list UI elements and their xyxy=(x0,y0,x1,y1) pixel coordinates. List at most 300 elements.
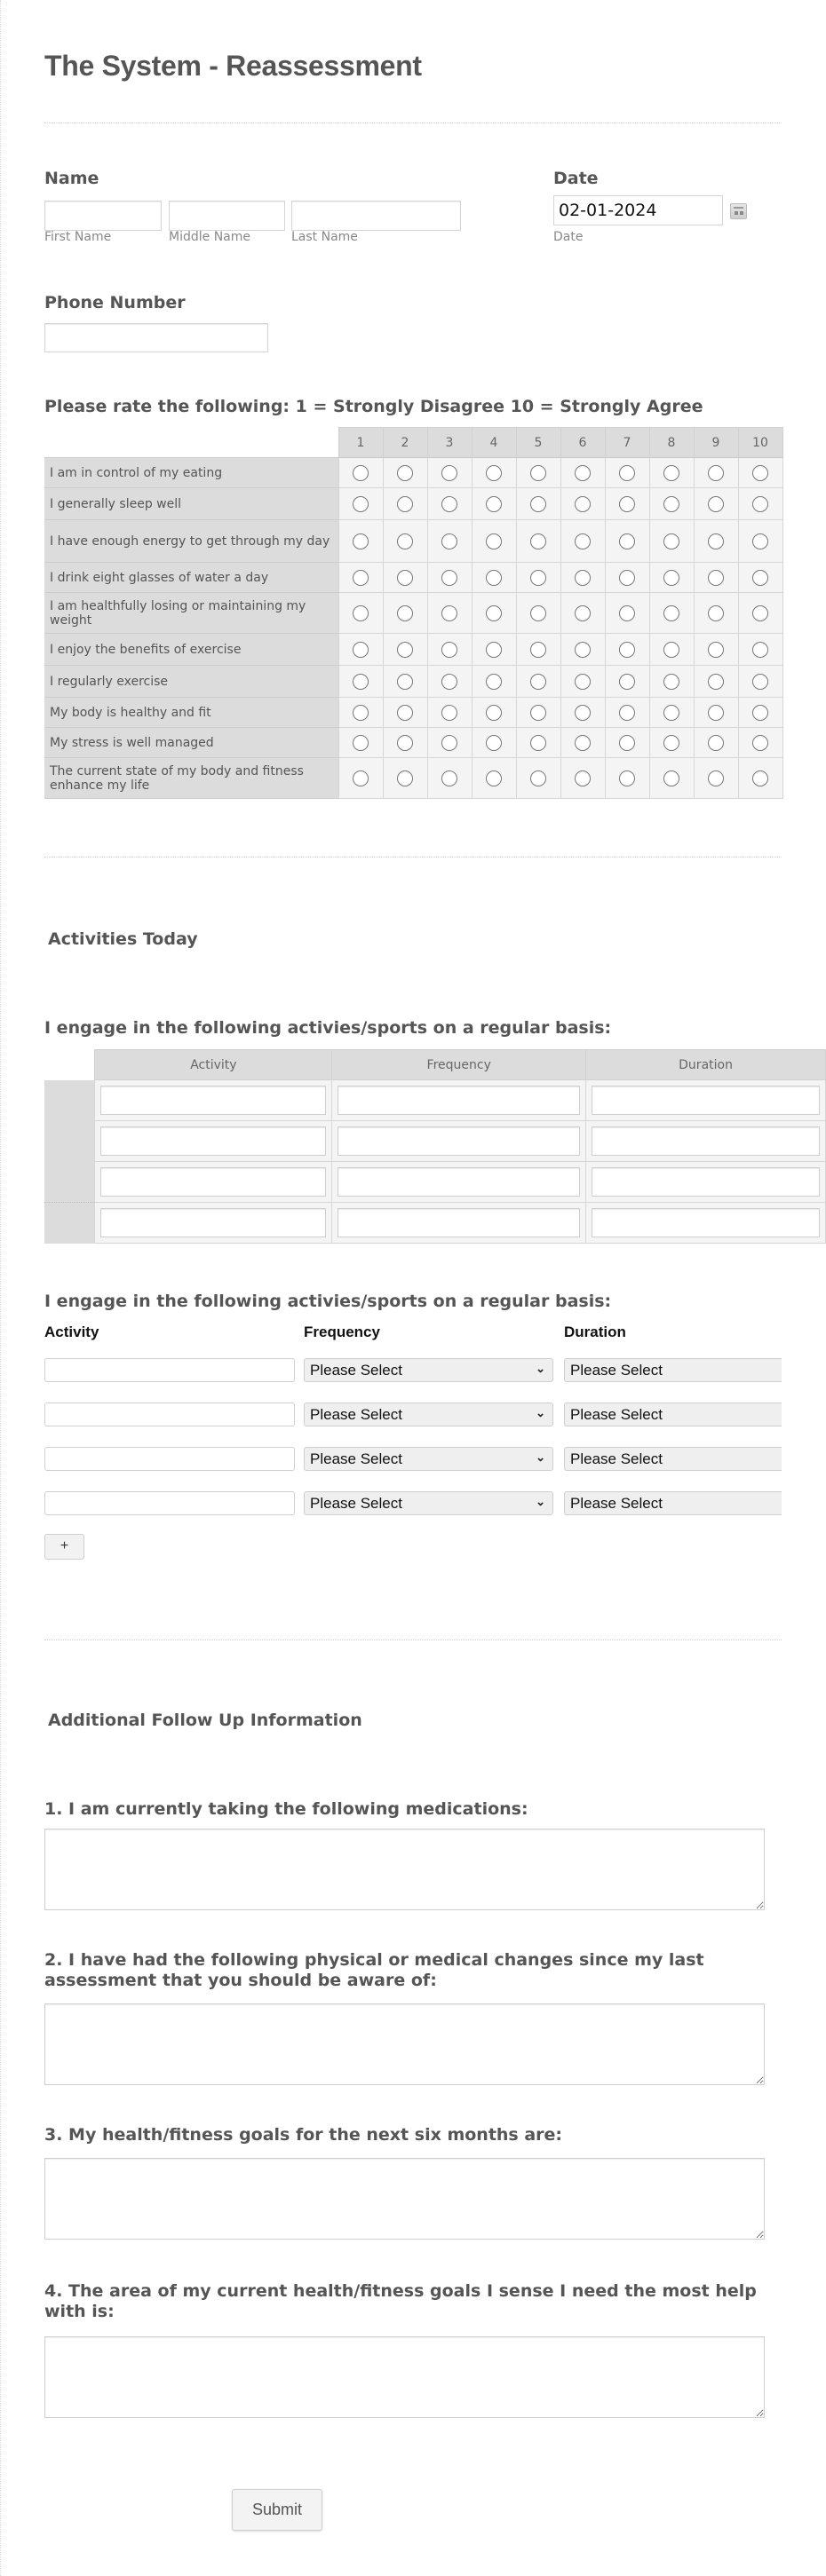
matrix-cell xyxy=(332,1121,586,1162)
rating-radio[interactable] xyxy=(353,770,369,786)
rating-radio[interactable] xyxy=(441,570,457,586)
rating-cell xyxy=(649,634,694,666)
matrix-frequency-input[interactable] xyxy=(338,1167,580,1197)
matrix-col-activity: Activity xyxy=(95,1050,332,1080)
rating-radio[interactable] xyxy=(397,770,413,786)
middle-name-input[interactable] xyxy=(169,201,285,231)
rating-radio[interactable] xyxy=(752,705,768,721)
rating-radio[interactable] xyxy=(441,735,457,751)
rating-row xyxy=(44,698,782,728)
rating-cell xyxy=(516,563,560,593)
rating-cell xyxy=(694,634,738,666)
matrix-cell xyxy=(95,1121,332,1162)
dynamic-col-frequency: Frequency xyxy=(304,1324,380,1340)
rating-radio[interactable] xyxy=(575,642,591,658)
rating-question: Please rate the following: 1 = Strongly Disagree 10 = Strongly Agree xyxy=(44,397,703,416)
matrix-activity-input[interactable] xyxy=(100,1126,326,1156)
rating-radio[interactable] xyxy=(752,735,768,751)
rating-radio[interactable] xyxy=(663,533,679,549)
rating-cell xyxy=(605,488,649,520)
rating-radio[interactable] xyxy=(397,605,413,621)
dynamic-list-question: I engage in the following activies/sports on a regular basis: xyxy=(44,1292,612,1311)
frequency-select[interactable] xyxy=(304,1403,553,1426)
rating-cell xyxy=(605,698,649,728)
rating-cell xyxy=(383,728,427,758)
rating-radio[interactable] xyxy=(441,705,457,721)
frequency-select-value: Please Select xyxy=(310,1495,402,1512)
followup-q1-label: 1. I am currently taking the following medications: xyxy=(44,1799,528,1819)
rating-cell xyxy=(472,666,516,698)
rating-cell xyxy=(605,593,649,634)
rating-radio[interactable] xyxy=(619,570,635,586)
rating-row xyxy=(44,520,782,563)
rating-radio[interactable] xyxy=(353,465,369,481)
activity-input[interactable] xyxy=(44,1358,295,1382)
rating-radio[interactable] xyxy=(752,496,768,512)
rating-radio[interactable] xyxy=(441,770,457,786)
rating-cell xyxy=(738,563,782,593)
rating-radio[interactable] xyxy=(486,735,502,751)
help-area-textarea[interactable] xyxy=(44,2336,765,2418)
rating-radio[interactable] xyxy=(530,705,546,721)
matrix-row xyxy=(44,1080,826,1121)
rating-radio[interactable] xyxy=(441,465,457,481)
followup-heading: Additional Follow Up Information xyxy=(48,1711,362,1730)
middle-name-sublabel: Middle Name xyxy=(169,230,250,244)
rating-radio[interactable] xyxy=(486,465,502,481)
rating-cell xyxy=(560,666,605,698)
rating-radio[interactable] xyxy=(752,533,768,549)
rating-radio[interactable] xyxy=(397,642,413,658)
followup-q4-label-line1: 4. The area of my current health/fitness goals I sense I need the most help xyxy=(44,2281,757,2301)
rating-cell xyxy=(649,728,694,758)
rating-cell xyxy=(427,634,472,666)
rating-radio[interactable] xyxy=(575,674,591,690)
rating-radio[interactable] xyxy=(441,496,457,512)
phone-input[interactable] xyxy=(44,323,268,352)
rating-radio[interactable] xyxy=(708,465,724,481)
duration-select[interactable] xyxy=(564,1358,782,1382)
rating-cell xyxy=(649,563,694,593)
matrix-cell xyxy=(586,1121,826,1162)
page-left-border xyxy=(0,0,1,2576)
rating-radio[interactable] xyxy=(397,674,413,690)
matrix-row-header xyxy=(44,1203,95,1244)
matrix-row xyxy=(44,1203,826,1244)
rating-cell xyxy=(516,593,560,634)
matrix-row xyxy=(44,1162,826,1203)
rating-cell xyxy=(649,520,694,563)
activity-input[interactable] xyxy=(44,1403,295,1426)
rating-radio[interactable] xyxy=(663,735,679,751)
rating-radio[interactable] xyxy=(353,705,369,721)
followup-q3-label: 3. My health/fitness goals for the next six months are: xyxy=(44,2125,563,2145)
rating-row-label: I am in control of my eating xyxy=(44,458,338,488)
rating-row xyxy=(44,634,782,666)
rating-cell xyxy=(649,698,694,728)
rating-radio[interactable] xyxy=(752,642,768,658)
rating-cell xyxy=(694,698,738,728)
matrix-col-frequency: Frequency xyxy=(332,1050,586,1080)
matrix-header-row xyxy=(44,1050,826,1080)
rating-radio[interactable] xyxy=(619,465,635,481)
rating-radio[interactable] xyxy=(486,496,502,512)
rating-cell xyxy=(694,458,738,488)
rating-cell xyxy=(516,666,560,698)
matrix-header-blank xyxy=(44,1050,95,1080)
duration-select[interactable] xyxy=(564,1403,782,1426)
medical-changes-textarea[interactable] xyxy=(44,2003,765,2085)
rating-cell xyxy=(472,634,516,666)
first-name-sublabel: First Name xyxy=(44,230,112,244)
rating-cell xyxy=(338,698,383,728)
rating-radio[interactable] xyxy=(708,642,724,658)
rating-row-label: I am healthfully losing or maintaining my weight xyxy=(44,593,338,634)
last-name-input[interactable] xyxy=(291,201,461,231)
rating-cell xyxy=(338,728,383,758)
duration-select-value: Please Select xyxy=(570,1362,663,1379)
rating-cell xyxy=(338,488,383,520)
activity-input[interactable] xyxy=(44,1447,295,1471)
rating-cell xyxy=(649,758,694,799)
matrix-frequency-input[interactable] xyxy=(338,1208,580,1237)
rating-row xyxy=(44,758,782,799)
matrix-cell xyxy=(586,1162,826,1203)
rating-radio[interactable] xyxy=(575,570,591,586)
rating-cell xyxy=(605,666,649,698)
title-divider xyxy=(44,122,782,123)
frequency-select[interactable] xyxy=(304,1358,553,1382)
rating-cell xyxy=(738,758,782,799)
rating-col-10: 10 xyxy=(738,428,782,458)
rating-radio[interactable] xyxy=(663,674,679,690)
rating-radio[interactable] xyxy=(441,605,457,621)
rating-cell xyxy=(605,728,649,758)
rating-radio[interactable] xyxy=(708,533,724,549)
matrix-cell xyxy=(586,1080,826,1121)
rating-cell xyxy=(383,634,427,666)
rating-radio[interactable] xyxy=(353,570,369,586)
rating-cell xyxy=(427,488,472,520)
rating-row-label: I drink eight glasses of water a day xyxy=(44,563,338,593)
matrix-cell xyxy=(95,1162,332,1203)
rating-radio[interactable] xyxy=(530,465,546,481)
rating-row xyxy=(44,728,782,758)
rating-radio[interactable] xyxy=(530,642,546,658)
rating-col-4: 4 xyxy=(472,428,516,458)
rating-cell xyxy=(338,458,383,488)
rating-row-label: I regularly exercise xyxy=(44,666,338,698)
rating-radio[interactable] xyxy=(397,465,413,481)
rating-radio[interactable] xyxy=(353,533,369,549)
rating-cell xyxy=(738,488,782,520)
activity-matrix-table xyxy=(44,1049,826,1244)
rating-radio[interactable] xyxy=(441,674,457,690)
chevron-down-icon: ⌄ xyxy=(536,1406,545,1419)
rating-row xyxy=(44,488,782,520)
rating-radio[interactable] xyxy=(486,705,502,721)
rating-radio[interactable] xyxy=(353,642,369,658)
rating-radio[interactable] xyxy=(397,496,413,512)
medications-textarea[interactable] xyxy=(44,1829,765,1910)
rating-col-6: 6 xyxy=(560,428,605,458)
chevron-down-icon: ⌄ xyxy=(536,1362,545,1375)
rating-radio[interactable] xyxy=(486,642,502,658)
rating-cell xyxy=(383,666,427,698)
rating-radio[interactable] xyxy=(397,570,413,586)
rating-radio[interactable] xyxy=(575,605,591,621)
rating-radio[interactable] xyxy=(486,605,502,621)
rating-cell xyxy=(338,563,383,593)
rating-cell xyxy=(738,634,782,666)
rating-col-1: 1 xyxy=(338,428,383,458)
rating-cell xyxy=(694,728,738,758)
rating-radio[interactable] xyxy=(441,642,457,658)
rating-radio[interactable] xyxy=(397,735,413,751)
rating-radio[interactable] xyxy=(619,674,635,690)
rating-row xyxy=(44,458,782,488)
rating-radio[interactable] xyxy=(441,533,457,549)
rating-row xyxy=(44,666,782,698)
matrix-cell xyxy=(586,1203,826,1244)
rating-radio[interactable] xyxy=(663,465,679,481)
rating-cell xyxy=(472,520,516,563)
rating-radio[interactable] xyxy=(708,605,724,621)
rating-radio[interactable] xyxy=(486,674,502,690)
rating-radio[interactable] xyxy=(353,605,369,621)
rating-col-9: 9 xyxy=(694,428,738,458)
matrix-duration-input[interactable] xyxy=(592,1208,820,1237)
rating-radio[interactable] xyxy=(663,770,679,786)
duration-select[interactable] xyxy=(564,1491,782,1515)
matrix-cell xyxy=(95,1203,332,1244)
rating-cell xyxy=(472,593,516,634)
matrix-row-header xyxy=(44,1080,95,1203)
rating-radio[interactable] xyxy=(353,496,369,512)
rating-cell xyxy=(649,488,694,520)
matrix-duration-input[interactable] xyxy=(592,1086,820,1115)
rating-radio[interactable] xyxy=(353,735,369,751)
rating-radio[interactable] xyxy=(530,570,546,586)
rating-cell xyxy=(338,666,383,698)
matrix-activity-input[interactable] xyxy=(100,1208,326,1237)
rating-cell xyxy=(516,634,560,666)
rating-cell xyxy=(694,520,738,563)
rating-col-8: 8 xyxy=(649,428,694,458)
matrix-frequency-input[interactable] xyxy=(338,1126,580,1156)
rating-radio[interactable] xyxy=(575,705,591,721)
rating-cell xyxy=(383,593,427,634)
rating-radio[interactable] xyxy=(530,533,546,549)
rating-cell xyxy=(338,634,383,666)
rating-col-7: 7 xyxy=(605,428,649,458)
rating-cell xyxy=(472,698,516,728)
rating-radio[interactable] xyxy=(708,770,724,786)
first-name-input[interactable] xyxy=(44,201,162,231)
rating-cell xyxy=(338,593,383,634)
matrix-col-duration: Duration xyxy=(586,1050,826,1080)
rating-row-label: I enjoy the benefits of exercise xyxy=(44,634,338,666)
rating-cell xyxy=(427,698,472,728)
rating-cell xyxy=(649,593,694,634)
matrix-duration-input[interactable] xyxy=(592,1167,820,1197)
rating-cell xyxy=(383,458,427,488)
rating-radio[interactable] xyxy=(530,770,546,786)
rating-radio[interactable] xyxy=(486,570,502,586)
rating-cell xyxy=(472,758,516,799)
rating-radio[interactable] xyxy=(575,496,591,512)
matrix-activity-input[interactable] xyxy=(100,1086,326,1115)
rating-cell xyxy=(560,593,605,634)
duration-select[interactable] xyxy=(564,1447,782,1471)
rating-row xyxy=(44,563,782,593)
rating-radio[interactable] xyxy=(752,605,768,621)
rating-cell xyxy=(605,458,649,488)
rating-cell xyxy=(472,563,516,593)
frequency-select[interactable] xyxy=(304,1447,553,1471)
rating-cell xyxy=(516,758,560,799)
duration-select-value: Please Select xyxy=(570,1495,663,1512)
duration-select-value: Please Select xyxy=(570,1450,663,1467)
rating-cell xyxy=(738,728,782,758)
rating-cell xyxy=(516,488,560,520)
rating-radio[interactable] xyxy=(663,496,679,512)
frequency-select-value: Please Select xyxy=(310,1406,402,1423)
rating-radio[interactable] xyxy=(708,674,724,690)
rating-radio[interactable] xyxy=(486,770,502,786)
rating-cell xyxy=(738,593,782,634)
rating-radio[interactable] xyxy=(619,496,635,512)
rating-radio[interactable] xyxy=(575,770,591,786)
rating-radio[interactable] xyxy=(708,705,724,721)
matrix-row xyxy=(44,1121,826,1162)
name-label: Name xyxy=(44,169,99,188)
matrix-activity-input[interactable] xyxy=(100,1167,326,1197)
rating-radio[interactable] xyxy=(619,605,635,621)
goals-textarea[interactable] xyxy=(44,2158,765,2240)
rating-cell xyxy=(427,458,472,488)
rating-cell xyxy=(560,758,605,799)
activity-input[interactable] xyxy=(44,1491,295,1515)
date-sublabel: Date xyxy=(553,230,584,244)
rating-radio[interactable] xyxy=(752,770,768,786)
chevron-down-icon: ⌄ xyxy=(536,1450,545,1464)
form-title: The System - Reassessment xyxy=(44,50,422,82)
rating-radio[interactable] xyxy=(619,642,635,658)
activities-heading: Activities Today xyxy=(48,929,198,949)
rating-cell xyxy=(605,634,649,666)
followup-q4-label-line2: with is: xyxy=(44,2302,115,2321)
rating-radio[interactable] xyxy=(575,735,591,751)
rating-row-label: My body is healthy and fit xyxy=(44,698,338,728)
rating-radio[interactable] xyxy=(486,533,502,549)
rating-radio[interactable] xyxy=(708,496,724,512)
rating-header-blank xyxy=(44,428,338,458)
rating-radio[interactable] xyxy=(530,605,546,621)
matrix-duration-input[interactable] xyxy=(592,1126,820,1156)
rating-cell xyxy=(738,698,782,728)
rating-cell xyxy=(738,666,782,698)
rating-cell xyxy=(560,698,605,728)
rating-radio[interactable] xyxy=(752,570,768,586)
calendar-icon[interactable] xyxy=(730,203,747,219)
rating-radio[interactable] xyxy=(663,570,679,586)
rating-radio[interactable] xyxy=(708,735,724,751)
rating-col-5: 5 xyxy=(516,428,560,458)
rating-radio[interactable] xyxy=(575,533,591,549)
add-row-button[interactable]: + xyxy=(44,1534,84,1560)
date-input[interactable]: 02-01-2024 xyxy=(553,195,723,225)
dynamic-col-duration: Duration xyxy=(564,1324,626,1340)
phone-label: Phone Number xyxy=(44,293,186,312)
rating-radio[interactable] xyxy=(752,465,768,481)
rating-row-label: I generally sleep well xyxy=(44,488,338,520)
submit-button[interactable]: Submit xyxy=(232,2489,322,2531)
rating-cell xyxy=(516,698,560,728)
rating-radio[interactable] xyxy=(619,705,635,721)
frequency-select[interactable] xyxy=(304,1491,553,1515)
matrix-cell xyxy=(332,1080,586,1121)
rating-cell xyxy=(472,728,516,758)
rating-cell xyxy=(427,563,472,593)
rating-radio[interactable] xyxy=(575,465,591,481)
rating-radio[interactable] xyxy=(619,770,635,786)
matrix-frequency-input[interactable] xyxy=(338,1086,580,1115)
rating-radio[interactable] xyxy=(530,674,546,690)
rating-cell xyxy=(472,458,516,488)
rating-col-2: 2 xyxy=(383,428,427,458)
rating-cell xyxy=(694,488,738,520)
rating-cell xyxy=(383,758,427,799)
rating-radio[interactable] xyxy=(752,674,768,690)
chevron-down-icon: ⌄ xyxy=(536,1495,545,1508)
rating-cell xyxy=(560,488,605,520)
rating-cell xyxy=(560,728,605,758)
date-label: Date xyxy=(553,169,599,188)
rating-radio[interactable] xyxy=(663,705,679,721)
rating-cell xyxy=(338,758,383,799)
rating-cell xyxy=(427,728,472,758)
rating-row-label: I have enough energy to get through my day xyxy=(44,520,338,563)
rating-row-label: The current state of my body and fitness enhance my life xyxy=(44,758,338,799)
rating-cell xyxy=(605,758,649,799)
rating-cell xyxy=(516,728,560,758)
rating-radio[interactable] xyxy=(619,533,635,549)
rating-radio[interactable] xyxy=(530,496,546,512)
last-name-sublabel: Last Name xyxy=(291,230,358,244)
rating-cell xyxy=(694,593,738,634)
rating-radio[interactable] xyxy=(663,642,679,658)
rating-cell xyxy=(338,520,383,563)
rating-cell xyxy=(516,458,560,488)
rating-cell xyxy=(560,634,605,666)
rating-radio[interactable] xyxy=(530,735,546,751)
rating-cell xyxy=(738,520,782,563)
rating-radio[interactable] xyxy=(397,705,413,721)
rating-radio[interactable] xyxy=(353,674,369,690)
rating-radio[interactable] xyxy=(397,533,413,549)
followup-q2-label-line2: assessment that you should be aware of: xyxy=(44,1971,437,1990)
duration-select-value: Please Select xyxy=(570,1406,663,1423)
rating-cell xyxy=(694,758,738,799)
rating-radio[interactable] xyxy=(619,735,635,751)
rating-cell xyxy=(472,488,516,520)
rating-cell xyxy=(605,520,649,563)
rating-radio[interactable] xyxy=(708,570,724,586)
rating-cell xyxy=(427,520,472,563)
rating-radio[interactable] xyxy=(663,605,679,621)
rating-table xyxy=(44,427,783,799)
